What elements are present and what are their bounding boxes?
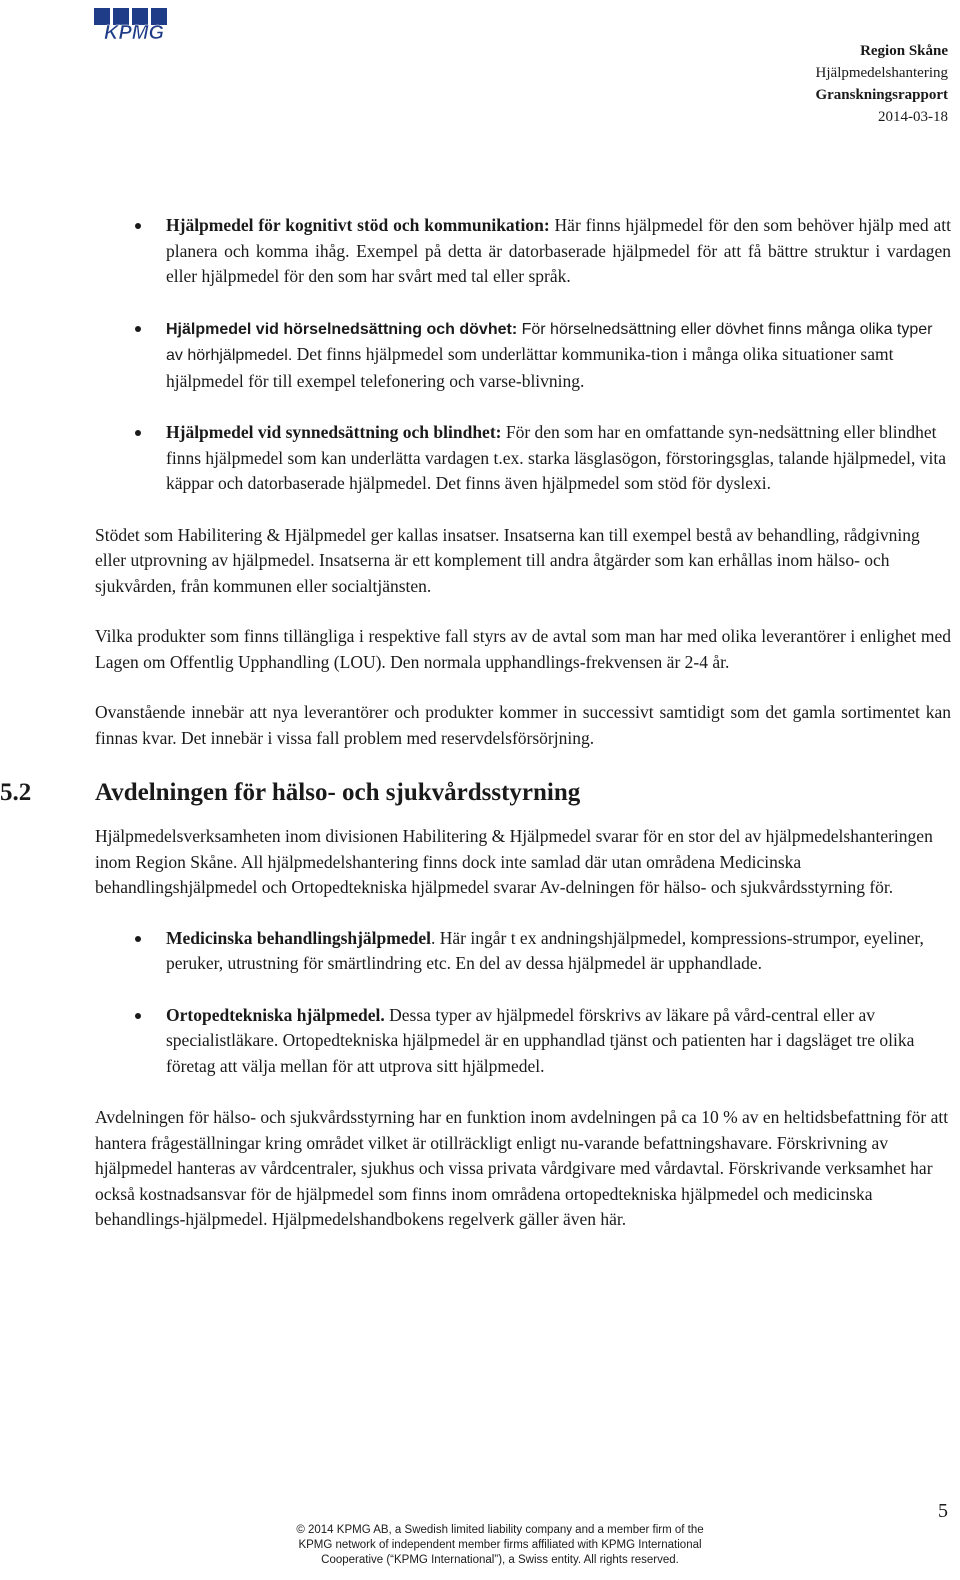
document-body (0, 213, 951, 1258)
paragraph: Hjälpmedelsverksamheten inom divisionen Habilitering & Hjälpmedel svarar för en stor del av hjälpmedelshanteringen inom Region Skåne. All hjälpmedelshantering finns dock inte samlad där utan områdena Medicinska behandlingshjälpmedel och Ortopedtekniska hjälpmedel svarar Av-delningen för hälso- och sjukvårdsstyrning för. (95, 826, 933, 897)
kpmg-logo (92, 6, 182, 42)
logo-text: KPMG (104, 22, 164, 42)
bullet-lead: Hjälpmedel för kognitivt stöd och kommunikation: (166, 215, 550, 235)
header-date: 2014-03-18 (878, 109, 948, 125)
header-org: Region Skåne (860, 43, 948, 59)
list-item (95, 926, 951, 977)
bullet-list-section (95, 926, 951, 1080)
bullet-icon (135, 430, 141, 436)
bullet-lead: Medicinska behandlingshjälpmedel (166, 927, 431, 948)
footer-line: © 2014 KPMG AB, a Swedish limited liability company and a member firm of the (296, 1524, 704, 1536)
bullet-icon (135, 1013, 141, 1019)
bullet-icon (135, 936, 141, 942)
bullet-text: Här finns hjälpmedel för den som behöver hjälp med att planera och komma ihåg. Exempel på detta är datorbaserade hjälpmedel för att få bättre struktur i vardagen eller hjälpmedel för den som har svårt med tal eller språk. (166, 215, 951, 286)
section-heading (0, 776, 951, 810)
bullet-lead: Ortopedtekniska hjälpmedel. (166, 1004, 385, 1025)
bullet-icon (135, 326, 141, 332)
paragraph: Avdelningen för hälso- och sjukvårdsstyrning har en funktion inom avdelningen på ca 10 % av en heltidsbefattning för att hantera frågeställningar kring området vilket är otillräckligt enligt nu-varande befattningshavare. Förskrivning av hjälpmedel hanteras av vårdcentraler, sjukhus och vissa privata vårdgivare med vårdavtal. Förskrivande verksamhet har också kostnadsansvar för de hjälpmedel som finns inom områdena ortopedtekniska hjälpmedel och medicinska behandlings-hjälpmedel. Hjälpmedelshandbokens regelverk gäller även här. (95, 1107, 949, 1229)
bullet-text: För den som har en omfattande syn-nedsättning eller blindhet finns hjälpmedel som kan underlätta vardagen t.ex. starka läsglasögon, förstoringsglas, talande hjälpmedel, vita käppar och datorbaserade hjälpmedel. Det finns även hjälpmedel som stöd för dyslexi. (166, 422, 946, 493)
bullet-text: Det finns hjälpmedel som underlättar kommunika-tion i många olika situationer samt hjälpmedel för till exempel telefonering och varse-blivning. (166, 344, 894, 391)
list-item (95, 420, 951, 497)
footer-copyright (280, 1523, 720, 1568)
bullet-text-sans: För hörselnedsättning eller dövhet finns många olika typer av hörhjälpmedel. (166, 320, 933, 364)
paragraph: Ovanstående innebär att nya leverantörer och produkter kommer in successivt samtidigt som det gamla sortimentet kan finnas kvar. Det innebär i vissa fall problem med reservdelsförsörjning. (95, 702, 951, 748)
list-item (95, 1003, 951, 1080)
bullet-text: . Här ingår t ex andningshjälpmedel, kompressions-strumpor, eyeliner, peruker, utrustning för smärtlindring etc. En del av dessa hjälpmedel är upphandlade. (166, 927, 924, 973)
bullet-lead: Hjälpmedel vid synnedsättning och blindhet: (166, 422, 502, 442)
section-title: Avdelningen för hälso- och sjukvårdsstyrning (95, 779, 581, 806)
bullet-icon (135, 223, 141, 229)
document-header (815, 40, 948, 128)
paragraph: Vilka produkter som finns tillängliga i respektive fall styrs av de avtal som man har med olika leverantörer i enlighet med Lagen om Offentlig Upphandling (LOU). Den normala upphandlings-frekvensen är 2-4 år. (95, 626, 951, 672)
bullet-list-aids (95, 213, 951, 497)
footer-line: Cooperative (“KPMG International”), a Swiss entity. All rights reserved. (321, 1554, 679, 1566)
page-number: 5 (938, 1500, 948, 1522)
footer-line: KPMG network of independent member firms affiliated with KPMG International (298, 1539, 702, 1551)
bullet-text: Dessa typer av hjälpmedel förskrivs av läkare på vård-central eller av specialistläkare. Ortopedtekniska hjälpmedel är en upphandlad tjänst och patienten har i dagsläget tre olika företag att välja mellan för att utprova sitt hjälpmedel. (166, 1004, 915, 1076)
header-topic: Hjälpmedelshantering (815, 65, 948, 81)
paragraph: Stödet som Habilitering & Hjälpmedel ger kallas insatser. Insatserna kan till exempel bestå av behandling, rådgivning eller utprovning av hjälpmedel. Insatserna är ett komplement till andra åtgärder som kan erhållas inom hälso- och sjukvården, från kommunen eller socialtjänsten. (95, 524, 920, 596)
section-number: 5.2 (0, 779, 32, 806)
list-item (95, 213, 951, 290)
list-item (95, 316, 951, 395)
bullet-lead: Hjälpmedel vid hörselnedsättning och dövhet: (166, 320, 518, 338)
header-report-type: Granskningsrapport (815, 87, 948, 103)
